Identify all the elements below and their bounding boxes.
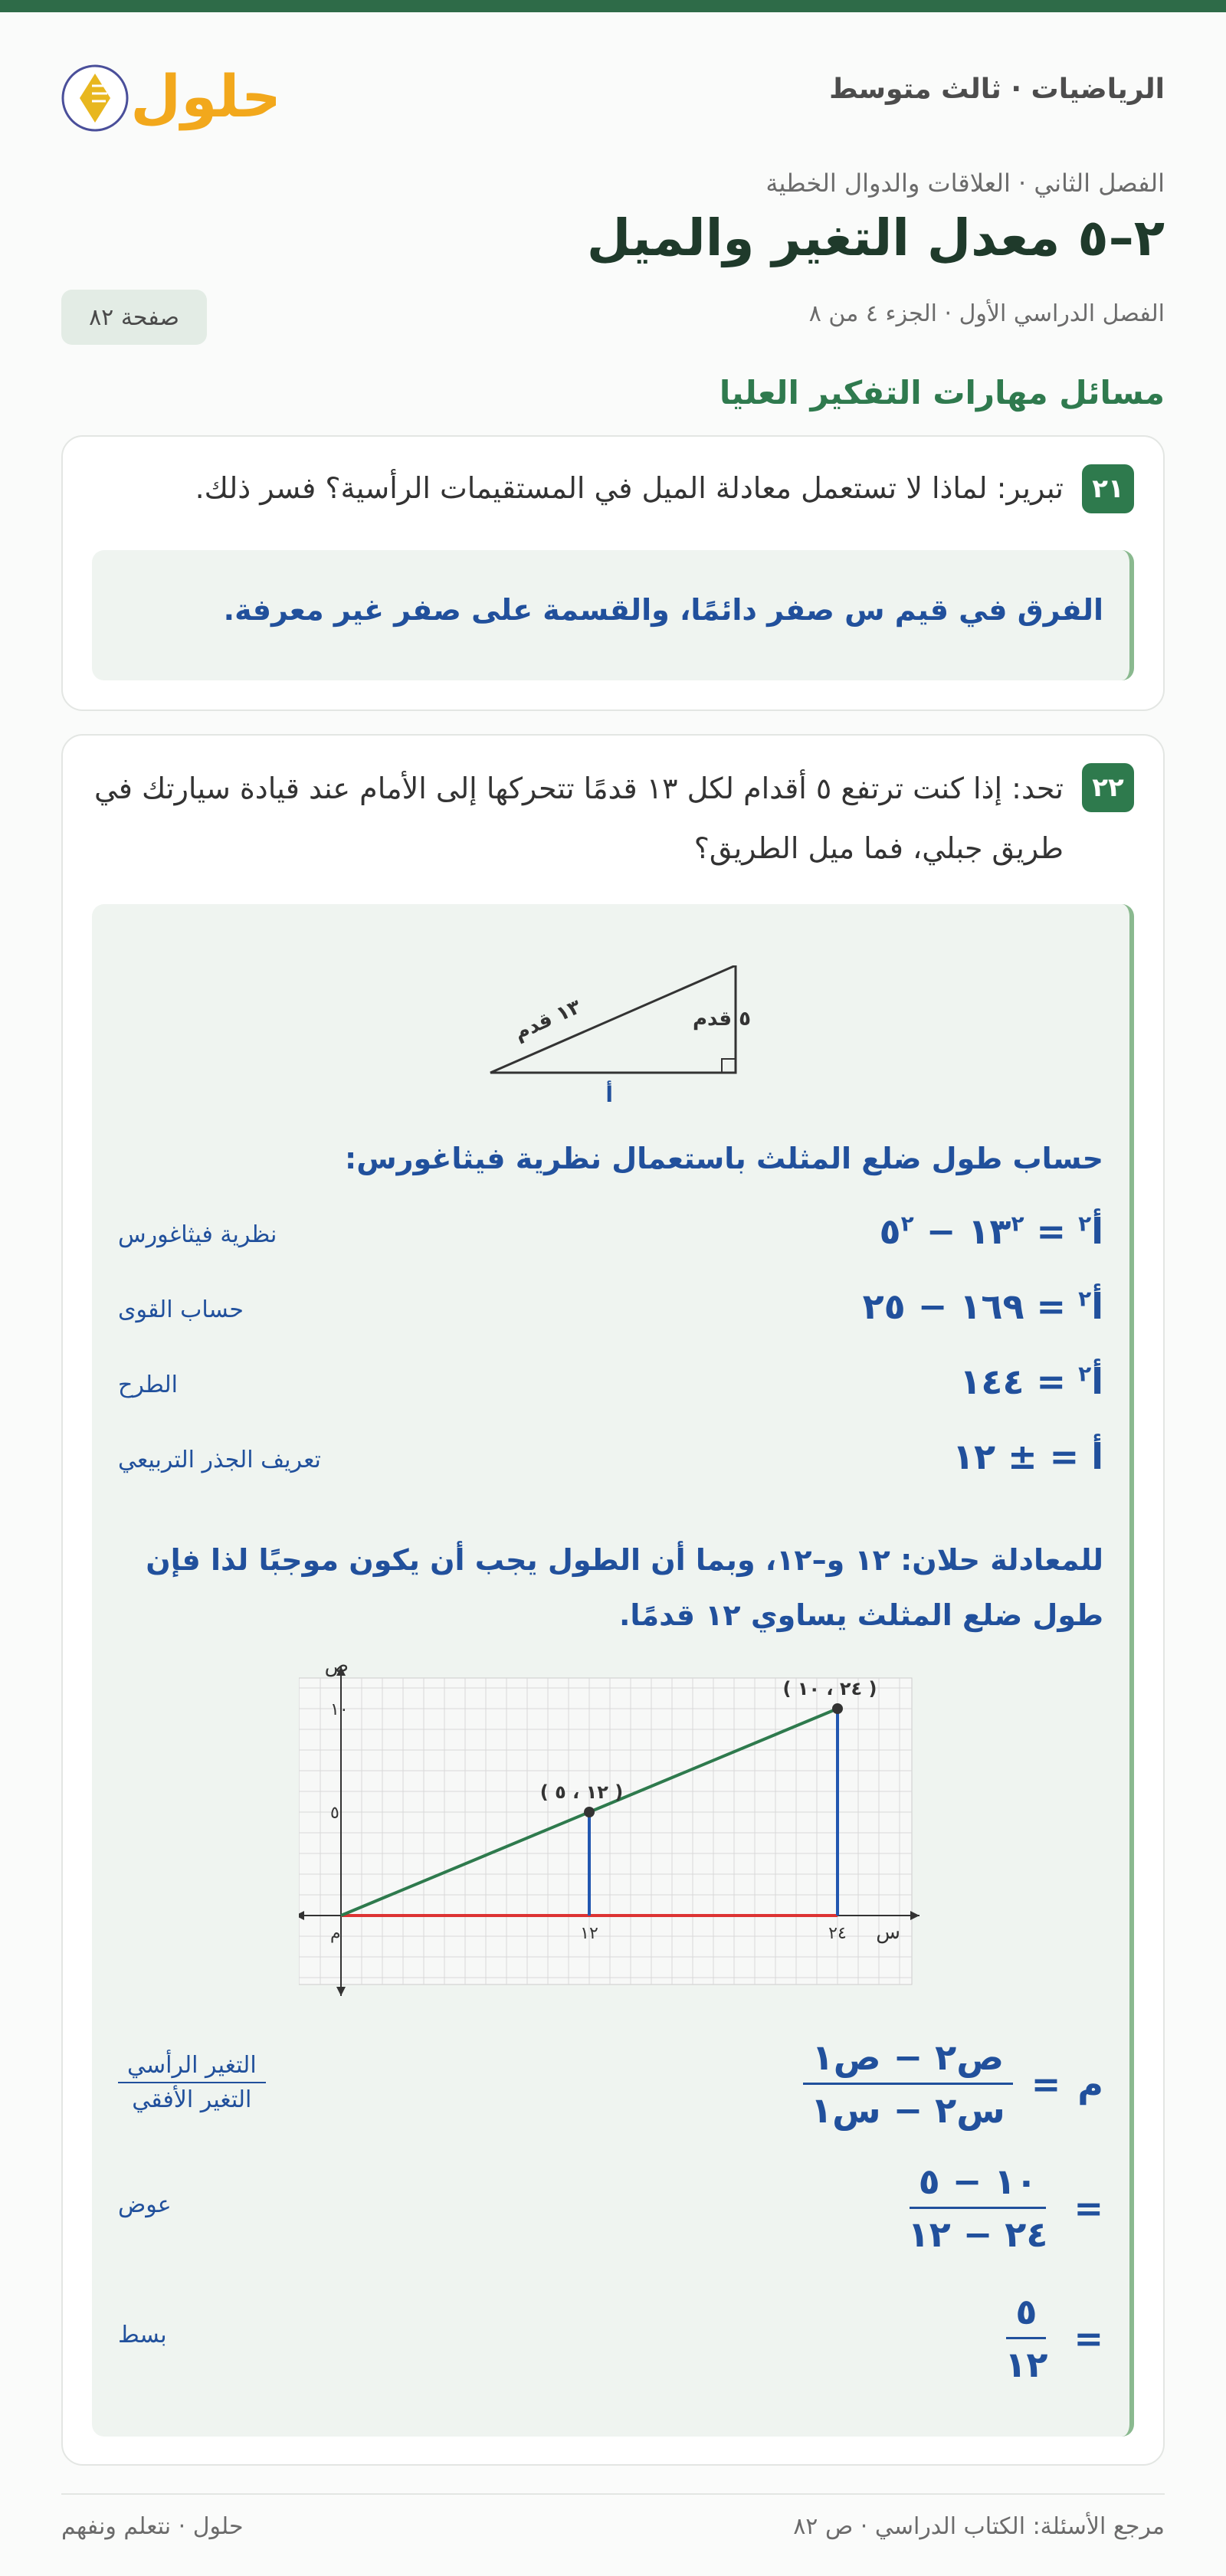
data-point	[584, 1807, 595, 1817]
triangle-diagram	[460, 965, 797, 1119]
subject-label: الرياضيات · ثالث متوسط	[829, 74, 1165, 105]
step-reason: حساب القوى	[118, 1296, 244, 1323]
equation-step-3	[118, 1361, 1103, 1422]
question-text: تبرير: لماذا لا تستعمل معادلة الميل في المستقيمات الرأسية؟ فسر ذلك.	[195, 471, 1064, 505]
formula-reason: $\frac{\text{التغير الرأسي}}{\text{التغير الأفقي}}$	[118, 2052, 266, 2113]
section-title: مسائل مهارات التفكير العليا	[719, 374, 1165, 411]
logo-icon	[61, 52, 276, 132]
footer-brand: حلول · نتعلم ونفهم	[61, 2513, 244, 2540]
x-tick-label: ٢٤	[828, 1924, 847, 1943]
slope-simplify-row	[118, 2291, 1103, 2383]
answer-box	[92, 904, 1134, 2437]
equation: أ$^٢$ = ١٦٩ − ٢٥	[862, 1286, 1103, 1327]
base-side-label: أ	[605, 1082, 613, 1107]
hypotenuse-label: ١٣ قدم	[510, 995, 585, 1045]
y-axis-label: ص	[324, 1655, 349, 1677]
coordinate-graph	[299, 1655, 927, 2015]
step-reason: الطرح	[118, 1372, 179, 1398]
conclusion-text: للمعادلة حلان: ١٢ و–١٢، وبما أن الطول يجب أن يكون موجبًا لذا فإن طول ضلع المثلث يساوي ١٢ قدمًا.	[146, 1543, 1103, 1632]
slope-substitute-row	[118, 2161, 1103, 2253]
point-label: ( ١٢ ، ٥ )	[539, 1781, 624, 1803]
y-tick-label: ١٠	[330, 1700, 349, 1719]
x-tick-label: ١٢	[580, 1924, 598, 1943]
slope-simplified: = $\frac{٥}{١٢}$	[995, 2291, 1103, 2385]
footer-divider	[61, 2493, 1165, 2495]
step-reason: تعريف الجذر التربيعي	[118, 1447, 321, 1473]
slope-formula-row	[118, 2037, 1103, 2129]
fraction: $\frac{١٠ - ٥}{٢٤ - ١٢}$	[907, 2161, 1048, 2255]
footer-reference: مرجع الأسئلة: الكتاب الدراسي · ص ٨٢	[793, 2513, 1165, 2540]
question-card-21	[61, 435, 1165, 711]
fraction: $\frac{٥}{١٢}$	[1005, 2291, 1048, 2385]
equation-step-2	[118, 1286, 1103, 1347]
step-reason: بسط	[118, 2322, 167, 2348]
step-reason: عوض	[118, 2191, 172, 2218]
equation-step-4	[118, 1436, 1103, 1497]
question-text: تحد: إذا كنت ترتفع ٥ أقدام لكل ١٣ قدمًا تتحركها إلى الأمام عند قيادة سيارتك في طريق جبلي، فما ميل الطريق؟	[94, 772, 1064, 865]
question-number-badge: ٢٢	[1082, 763, 1134, 812]
data-point	[832, 1703, 843, 1714]
right-angle-mark	[722, 1059, 736, 1073]
slope-formula: م = $\frac{\text{ص٢ − ص١}}{\text{س٢ − س١}}$	[801, 2037, 1103, 2131]
question-card-22	[61, 734, 1165, 2466]
x-axis-arrow	[910, 1911, 920, 1920]
answer-box	[92, 550, 1134, 680]
equation-step-1	[118, 1211, 1103, 1272]
fraction: $\frac{\text{ص٢ − ص١}}{\text{س٢ − س١}}$	[801, 2037, 1015, 2131]
vertical-side-label: ٥ قدم	[692, 1008, 751, 1031]
equation: أ = ± ١٢	[952, 1436, 1103, 1477]
page-chip: صفحة ٨٢	[61, 290, 207, 345]
slope-substitution: = $\frac{١٠ - ٥}{٢٤ - ١٢}$	[899, 2161, 1103, 2255]
term-label: الفصل الدراسي الأول · الجزء ٤ من ٨	[808, 300, 1165, 327]
answer-text: الفرق في قيم س صفر دائمًا، والقسمة على صفر غير معرفة.	[223, 593, 1103, 627]
top-accent-bar	[0, 0, 1226, 12]
point-label: ( ٢٤ ، ١٠ )	[782, 1678, 877, 1699]
pythagoras-heading: حساب طول ضلع المثلث باستعمال نظرية فيثاغورس:	[345, 1142, 1103, 1175]
x-axis-label: س	[876, 1921, 900, 1944]
chapter-label: الفصل الثاني · العلاقات والدوال الخطية	[765, 169, 1165, 198]
grid-background	[299, 1678, 912, 1984]
lesson-title: ٢–٥ معدل التغير والميل	[586, 208, 1165, 267]
page-header	[61, 46, 1165, 153]
equation: أ$^٢$ = $١٣^٢$ − $٥^٢$	[879, 1211, 1103, 1252]
origin-label: م	[330, 1924, 341, 1943]
y-axis-arrow	[336, 1987, 346, 1996]
logo-text: حلول	[130, 62, 276, 130]
brand-logo[interactable]	[61, 52, 276, 132]
equation: أ$^٢$ = ١٤٤	[959, 1361, 1103, 1402]
y-tick-label: ٥	[330, 1804, 339, 1823]
step-reason: نظرية فيثاغورس	[118, 1221, 277, 1248]
question-number-badge: ٢١	[1082, 464, 1134, 513]
lesson-meta	[61, 290, 1165, 346]
